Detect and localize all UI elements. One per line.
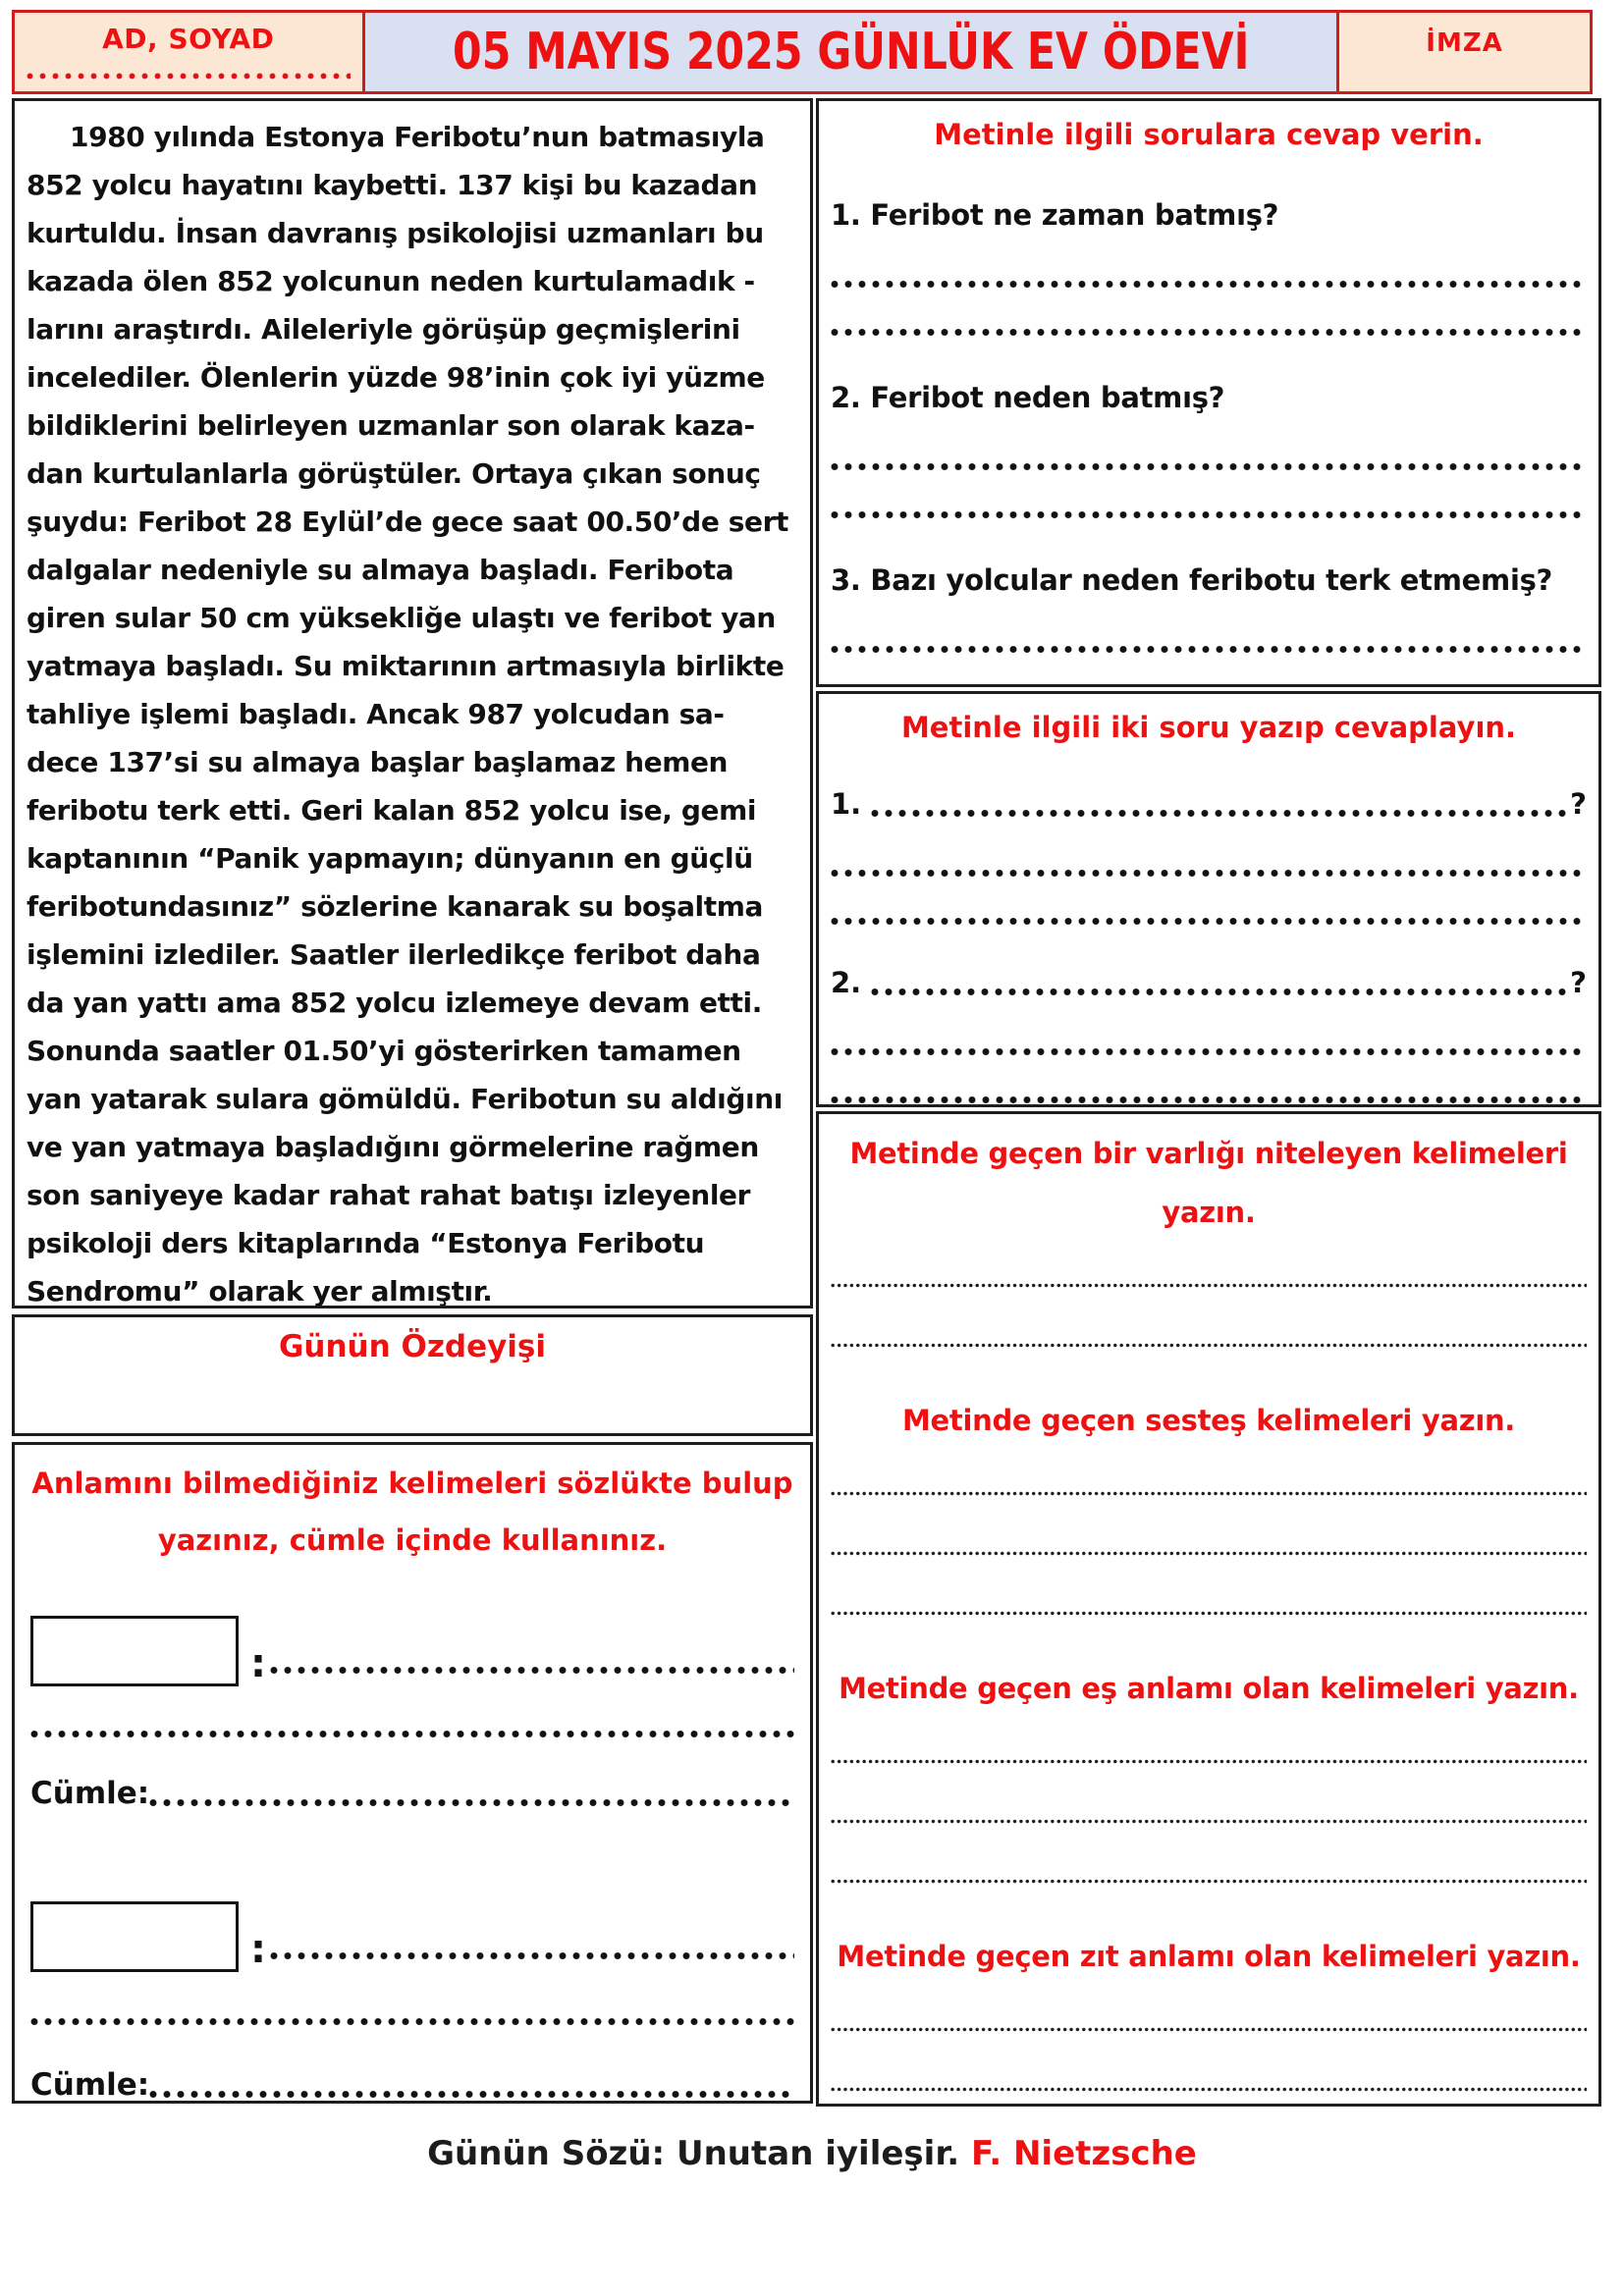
sentence-row-1 <box>30 1774 794 1813</box>
word-fill-line <box>831 1611 1587 1616</box>
page-title: 05 MAYIS 2025 GÜNLÜK EV ÖDEVİ <box>452 23 1250 81</box>
footer-quote-author: F. Nietzsche <box>971 2134 1197 2173</box>
write-question-number: 2. <box>831 966 862 999</box>
name-surname-label: AD, SOYAD <box>102 23 275 55</box>
sentence-fill-line-2 <box>149 2090 794 2099</box>
passage-line: giren sular 50 cm yüksekliğe ulaştı ve feribot yan <box>27 602 776 634</box>
word-fill-line <box>831 2087 1587 2092</box>
colon-separator: : <box>250 1927 266 1972</box>
write-question-number: 1. <box>831 787 862 821</box>
question-text: 3. Bazı yolcular neden feribotu terk etmemiş? <box>831 563 1553 597</box>
write-question-row <box>831 784 1587 824</box>
passage-line: bildiklerini belirleyen uzmanlar son olarak kaza- <box>27 409 755 442</box>
text-questions-heading: Metinle ilgili sorulara cevap verin. <box>934 118 1484 151</box>
passage-line: feribotu terk etti. Geri kalan 852 yolcu ise, gemi <box>27 794 757 827</box>
word-section-heading-line: Metinde geçen bir varlığı niteleyen kelimeleri <box>849 1137 1568 1170</box>
signature-label: İMZA <box>1426 28 1503 58</box>
colon-separator: : <box>250 1641 266 1686</box>
passage-line: larını araştırdı. Aileleriyle görüşüp geçmişlerini <box>27 313 740 346</box>
passage-line: Sendromu” olarak yer almıştır. <box>27 1275 493 1308</box>
name-fill-in-line <box>27 73 351 80</box>
question-mark: ? <box>1570 966 1587 999</box>
word-fill-line <box>831 1879 1587 1884</box>
answer-fill-line <box>831 917 1587 926</box>
passage-line: feribotundasınız” sözlerine kanarak su boşaltma <box>27 890 764 923</box>
vocabulary-box <box>12 1442 813 2104</box>
header-title-cell <box>362 10 1340 94</box>
question-fill-line <box>871 809 1568 818</box>
passage-line: psikoloji ders kitaplarında “Estonya Feribotu <box>27 1227 705 1259</box>
passage-line: dalgalar nedeniyle su almaya başladı. Feribota <box>27 554 734 586</box>
passage-line: işlemini izlediler. Saatler ilerledikçe feribot daha <box>27 938 761 971</box>
write-questions-box <box>816 691 1601 1107</box>
passage-line: dan kurtulanlarla görüştüler. Ortaya çıkan sonuç <box>27 457 761 490</box>
word-section-heading-line: Metinde geçen sesteş kelimeleri yazın. <box>901 1404 1516 1437</box>
question-text: 2. Feribot neden batmış? <box>831 381 1225 414</box>
answer-fill-line <box>831 1095 1587 1104</box>
definition-fill-line-1b <box>30 1730 794 1738</box>
passage-line: tahliye işlemi başladı. Ancak 987 yolcudan sa- <box>27 698 725 730</box>
word-section-heading <box>831 1659 1587 1718</box>
word-fill-line <box>831 1491 1587 1496</box>
header-signature-cell <box>1336 10 1593 94</box>
answer-fill-line <box>831 462 1587 471</box>
word-fill-line <box>831 1551 1587 1556</box>
word-section-heading-line: yazın. <box>1162 1196 1256 1229</box>
passage-line: incelediler. Ölenlerin yüzde 98’inin çok iyi yüzme <box>27 361 765 394</box>
passage-line: yatmaya başladı. Su miktarının artmasıyla birlikte <box>27 650 785 682</box>
word-section-heading-line: Metinde geçen zıt anlamı olan kelimeleri yazın. <box>837 1940 1581 1973</box>
header-name-cell <box>12 10 365 94</box>
word-section-heading-line: Metinde geçen eş anlamı olan kelimeleri yazın. <box>839 1672 1579 1705</box>
word-entry-row-2 <box>30 1899 794 1972</box>
word-fill-line <box>831 1343 1587 1348</box>
sentence-row-2 <box>30 2065 794 2105</box>
write-question-row <box>831 963 1587 1002</box>
answer-fill-line <box>831 645 1587 654</box>
answer-fill-line <box>831 869 1587 878</box>
text-questions-list <box>831 195 1587 702</box>
word-fill-line <box>831 1759 1587 1764</box>
definition-fill-line-2 <box>270 1951 794 1960</box>
answer-fill-line <box>831 280 1587 289</box>
quote-of-day-title: Günün Özdeyişi <box>278 1329 547 1364</box>
footer-quote-text: Günün Sözü: Unutan iyileşir. <box>427 2134 960 2173</box>
definition-fill-line-1 <box>270 1666 794 1675</box>
passage-line: ve yan yatmaya başladığını görmelerine rağmen <box>27 1131 759 1163</box>
header <box>12 10 1593 94</box>
passage-line: dece 137’si su almaya başlar başlamaz hemen <box>27 746 729 778</box>
vocabulary-instruction-line2: yazınız, cümle içinde kullanınız. <box>157 1523 668 1557</box>
passage-line: Sonunda saatler 01.50’yi gösterirken tamamen <box>27 1035 741 1067</box>
passage-line: şuydu: Feribot 28 Eylül’de gece saat 00.50’de sert <box>27 506 789 538</box>
passage-line: yan yatarak sulara gömüldü. Feribotun su aldığını <box>27 1083 783 1115</box>
sentence-fill-line-1 <box>149 1798 794 1807</box>
answer-fill-line <box>831 1047 1587 1056</box>
word-section-heading <box>831 1927 1587 1986</box>
passage-line: da yan yattı ama 852 yolcu izlemeye devam etti. <box>27 987 762 1019</box>
sentence-label-1: Cümle: <box>30 1776 150 1811</box>
write-questions-list <box>831 784 1587 1104</box>
word-box-1 <box>30 1616 239 1686</box>
word-section-heading <box>831 1391 1587 1450</box>
reading-passage-box <box>12 98 813 1308</box>
passage-line: kaptanının “Panik yapmayın; dünyanın en güçlü <box>27 842 753 875</box>
answer-fill-line <box>831 328 1587 337</box>
word-entry-row-1 <box>30 1614 794 1686</box>
answer-fill-line <box>831 510 1587 519</box>
reading-passage <box>27 113 802 1315</box>
question-text: 1. Feribot ne zaman batmış? <box>831 198 1279 232</box>
word-section-heading <box>831 1124 1587 1242</box>
vocabulary-instruction-line1: Anlamını bilmediğiniz kelimeleri sözlükte bulup <box>31 1467 793 1500</box>
word-fill-line <box>831 2027 1587 2032</box>
word-box-2 <box>30 1901 239 1972</box>
passage-line: kurtuldu. İnsan davranış psikolojisi uzmanları bu <box>27 217 764 249</box>
text-questions-box <box>816 98 1601 687</box>
passage-line: 1980 yılında Estonya Feribotu’nun batmasıyla <box>70 121 765 153</box>
passage-line: 852 yolcu hayatını kaybetti. 137 kişi bu kazadan <box>27 169 758 201</box>
passage-line: kazada ölen 852 yolcunun neden kurtulamadık - <box>27 265 755 297</box>
write-questions-heading: Metinle ilgili iki soru yazıp cevaplayın. <box>900 711 1517 744</box>
word-fill-line <box>831 1283 1587 1288</box>
word-sections-box <box>816 1111 1601 2107</box>
sentence-label-2: Cümle: <box>30 2067 150 2103</box>
footer-quote <box>0 2132 1624 2175</box>
word-fill-line <box>831 1819 1587 1824</box>
question-mark: ? <box>1570 787 1587 821</box>
definition-fill-line-2b <box>30 2017 794 2026</box>
question-fill-line <box>871 988 1568 996</box>
passage-line: son saniyeye kadar rahat rahat batışı izleyenler <box>27 1179 751 1211</box>
quote-of-day-box <box>12 1314 813 1436</box>
